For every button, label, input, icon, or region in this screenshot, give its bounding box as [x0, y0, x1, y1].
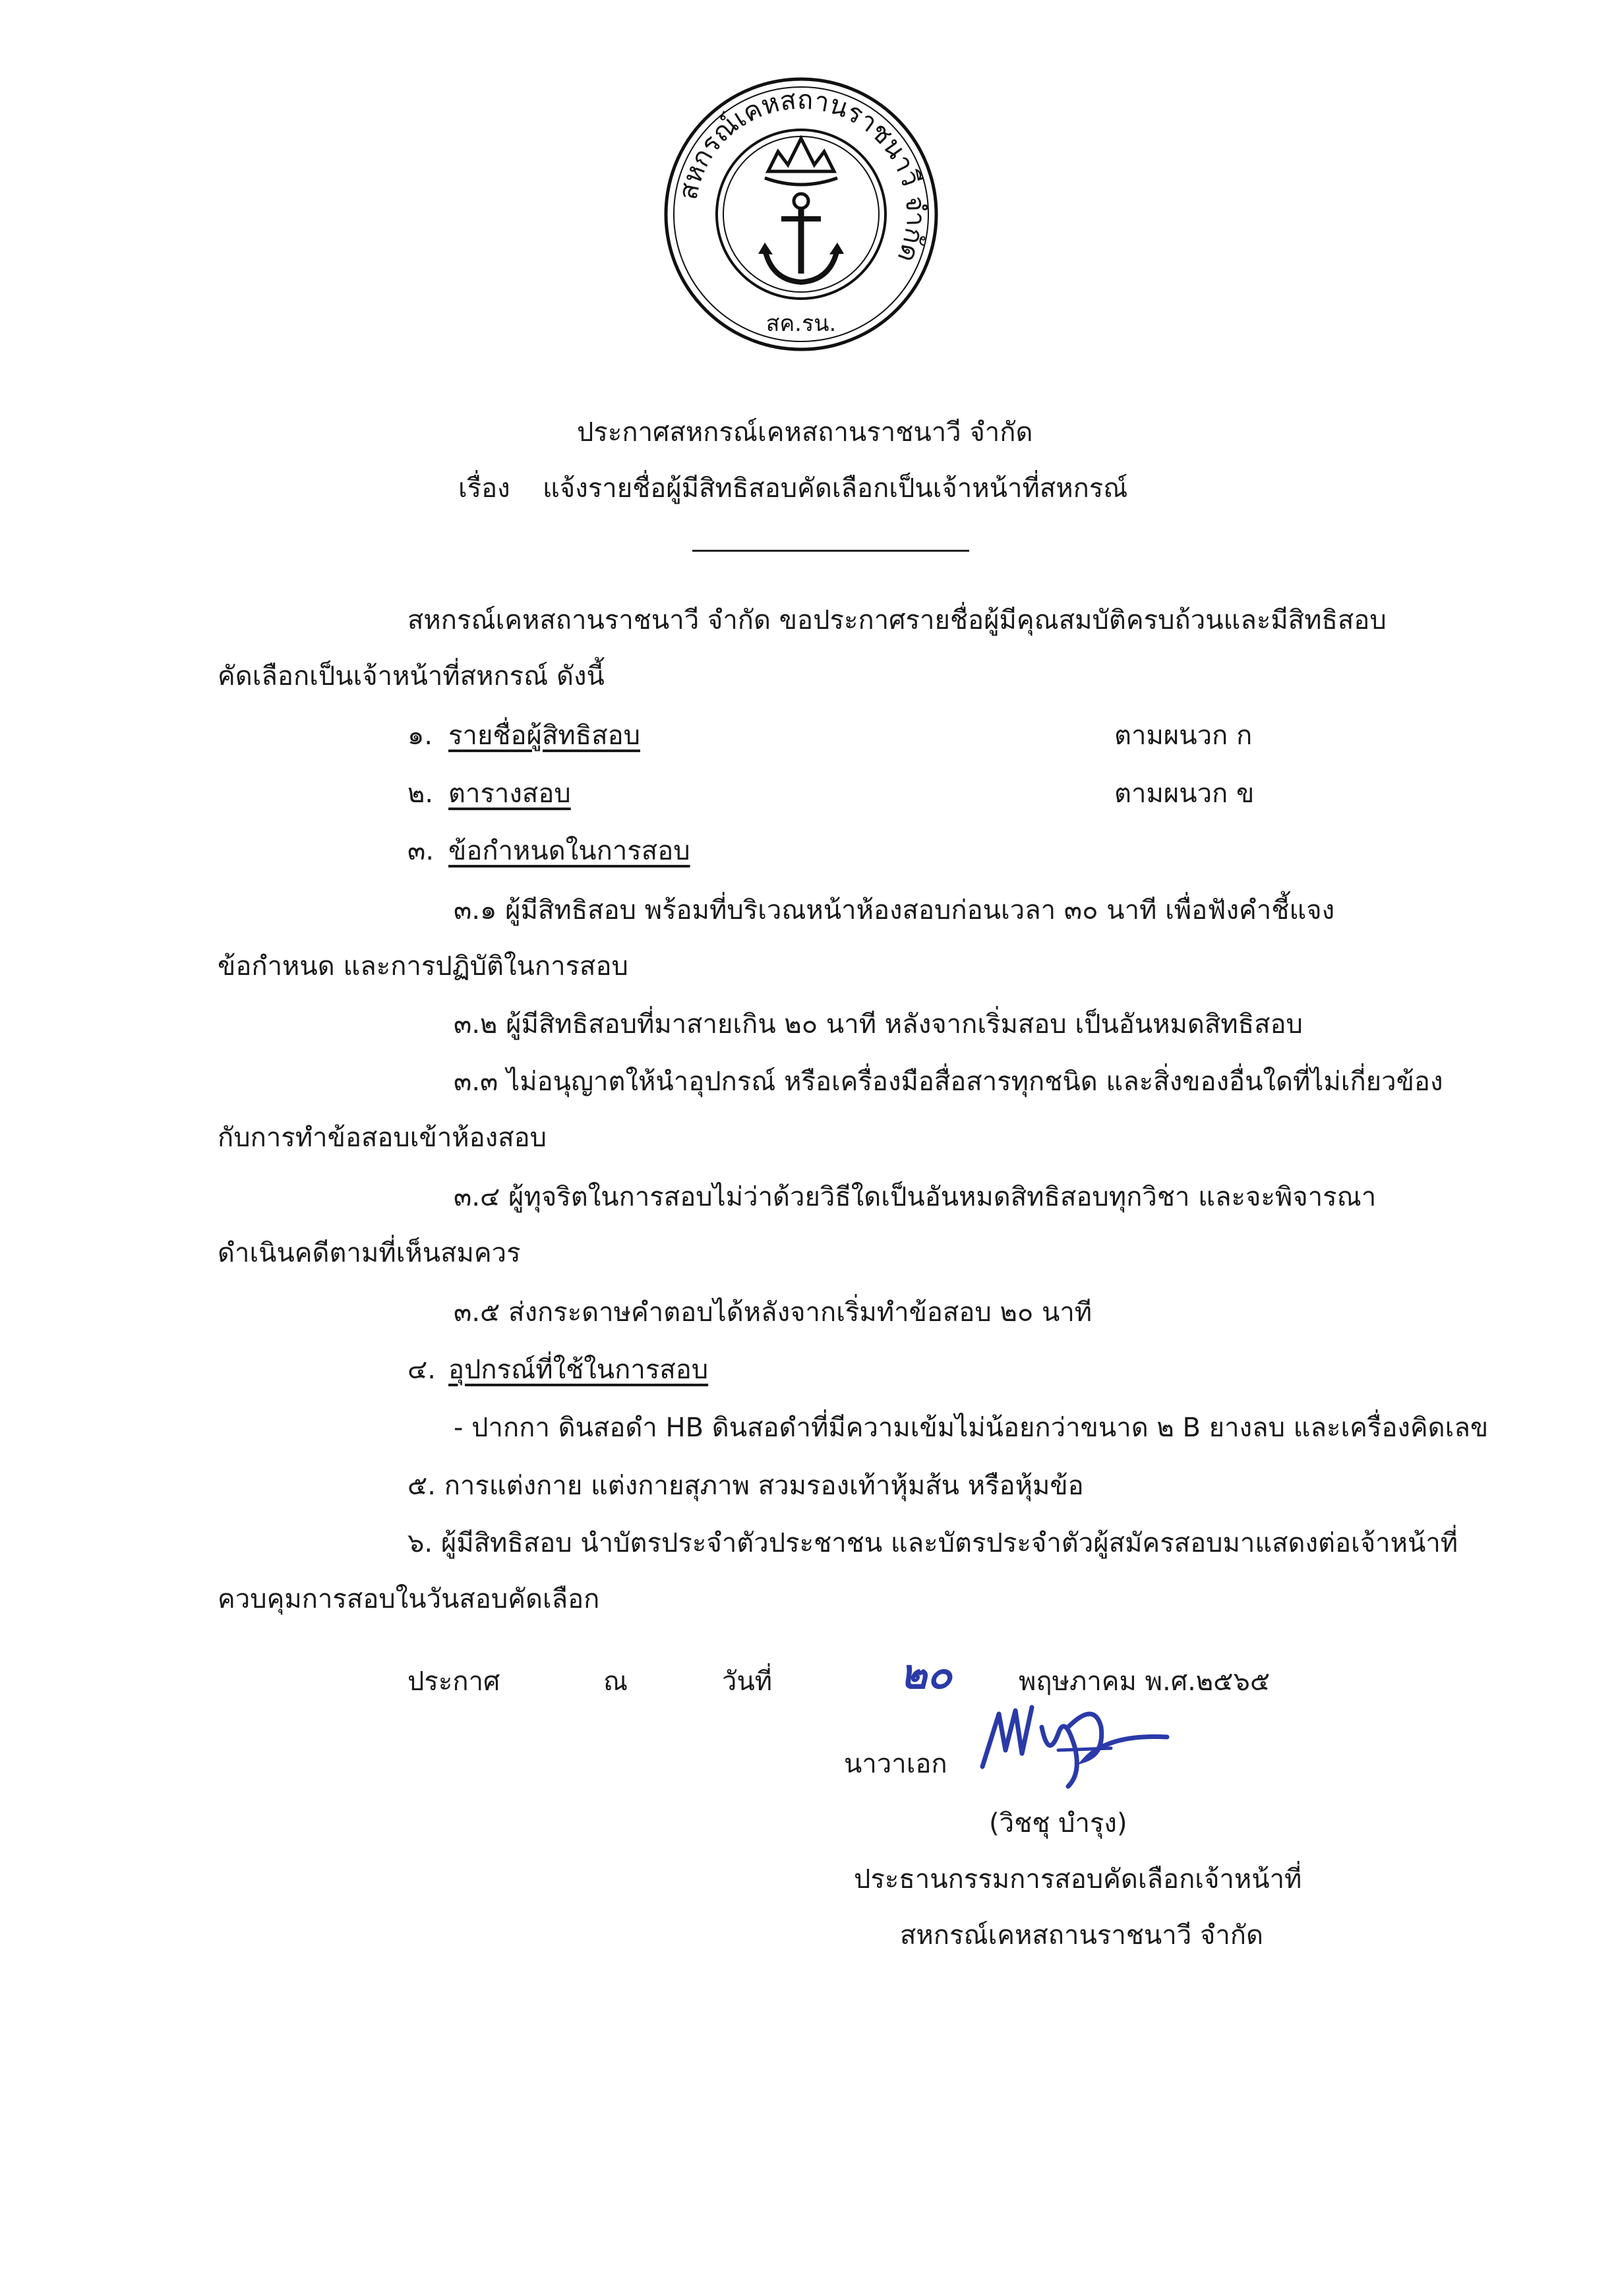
item-6-line-2: ควบคุมการสอบในวันสอบคัดเลือก	[218, 1584, 600, 1614]
item-2-label: ตารางสอบ	[448, 779, 571, 809]
item-2-number: ๒.	[407, 779, 434, 809]
subject-label: เรื่อง	[458, 473, 510, 504]
item-4-label: อุปกรณ์ที่ใช้ในการสอบ	[448, 1355, 709, 1385]
seal-emblem-icon	[659, 73, 943, 356]
signatory-name: (วิชชุ บำรุง)	[989, 1808, 1127, 1839]
rule-3-5: ๓.๕ ส่งกระดาษคำตอบได้หลังจากเริ่มทำข้อสอบ ๒๐ นาที	[454, 1297, 1093, 1328]
item-5: ๕. การแต่งกาย แต่งกายสุภาพ สวมรองเท้าหุ้มส้น หรือหุ้มข้อ	[407, 1471, 1084, 1501]
item-2-reference: ตามผนวก ข	[1114, 779, 1255, 809]
rule-3-1-line-1: ๓.๑ ผู้มีสิทธิสอบ พร้อมที่บริเวณหน้าห้องสอบก่อนเวลา ๓๐ นาที เพื่อฟังคำชี้แจง	[454, 895, 1335, 926]
item-1-reference: ตามผนวก ก	[1114, 721, 1253, 751]
cooperative-seal	[659, 73, 943, 356]
rule-3-2: ๓.๒ ผู้มีสิทธิสอบที่มาสายเกิน ๒๐ นาที หลังจากเริ่มสอบ เป็นอันหมดสิทธิสอบ	[454, 1009, 1303, 1040]
rule-3-3-line-2: กับการทำข้อสอบเข้าห้องสอบ	[218, 1123, 547, 1153]
signatory-organization: สหกรณ์เคหสถานราชนาวี จำกัด	[900, 1920, 1263, 1951]
rule-3-4-line-1: ๓.๔ ผู้ทุจริตในการสอบไม่ว่าด้วยวิธีใดเป็นอันหมดสิทธิสอบทุกวิชา และจะพิจารณา	[454, 1182, 1377, 1212]
heading-divider	[692, 550, 969, 552]
page-title: ประกาศสหกรณ์เคหสถานราชนาวี จำกัด	[577, 417, 1033, 448]
rule-3-1-line-2: ข้อกำหนด และการปฏิบัติในการสอบ	[218, 951, 628, 982]
handwritten-day: ๒๐	[900, 1650, 952, 1698]
item-4-number: ๔.	[407, 1355, 436, 1385]
seal-abbr-text: สค.รน.	[765, 310, 837, 337]
date-at-label: ณ	[603, 1666, 628, 1697]
intro-line-1: สหกรณ์เคหสถานราชนาวี จำกัด ขอประกาศรายชื่อผู้มีคุณสมบัติครบถ้วนและมีสิทธิสอบ	[407, 605, 1387, 635]
date-month-year: พฤษภาคม พ.ศ.๒๕๖๕	[1019, 1666, 1271, 1697]
item-3-label: ข้อกำหนดในการสอบ	[448, 836, 690, 866]
rule-3-4-line-2: ดำเนินคดีตามที่เห็นสมควร	[218, 1238, 521, 1268]
signatory-position: ประธานกรรมการสอบคัดเลือกเจ้าหน้าที่	[854, 1864, 1302, 1895]
item-6-line-1: ๖. ผู้มีสิทธิสอบ นำบัตรประจำตัวประชาชน และบัตรประจำตัวผู้สมัครสอบมาแสดงต่อเจ้าหน้าที่	[407, 1528, 1458, 1558]
date-day-label: วันที่	[722, 1666, 773, 1697]
item-1-number: ๑.	[407, 721, 433, 751]
intro-line-2: คัดเลือกเป็นเจ้าหน้าที่สหกรณ์ ดังนี้	[218, 661, 605, 692]
seal-ring-text: สหกรณ์เคหสถานราชนาวี จำกัด	[673, 84, 931, 267]
signatory-rank: นาวาเอก	[844, 1749, 947, 1779]
date-announce-label: ประกาศ	[407, 1666, 500, 1697]
item-3-number: ๓.	[407, 836, 434, 866]
item-1-label: รายชื่อผู้สิทธิสอบ	[448, 721, 641, 751]
signature-image	[969, 1688, 1180, 1793]
item-4-detail: - ปากกา ดินสอดำ HB ดินสอดำที่มีความเข้มไม่น้อยกว่าขนาด ๒ B ยางลบ และเครื่องคิดเลข	[454, 1413, 1489, 1443]
subject-text: แจ้งรายชื่อผู้มีสิทธิสอบคัดเลือกเป็นเจ้าหน้าที่สหกรณ์	[543, 473, 1128, 504]
rule-3-3-line-1: ๓.๓ ไม่อนุญาตให้นำอุปกรณ์ หรือเครื่องมือสื่อสารทุกชนิด และสิ่งของอื่นใดที่ไม่เกี่ยวข้อง	[454, 1067, 1443, 1097]
